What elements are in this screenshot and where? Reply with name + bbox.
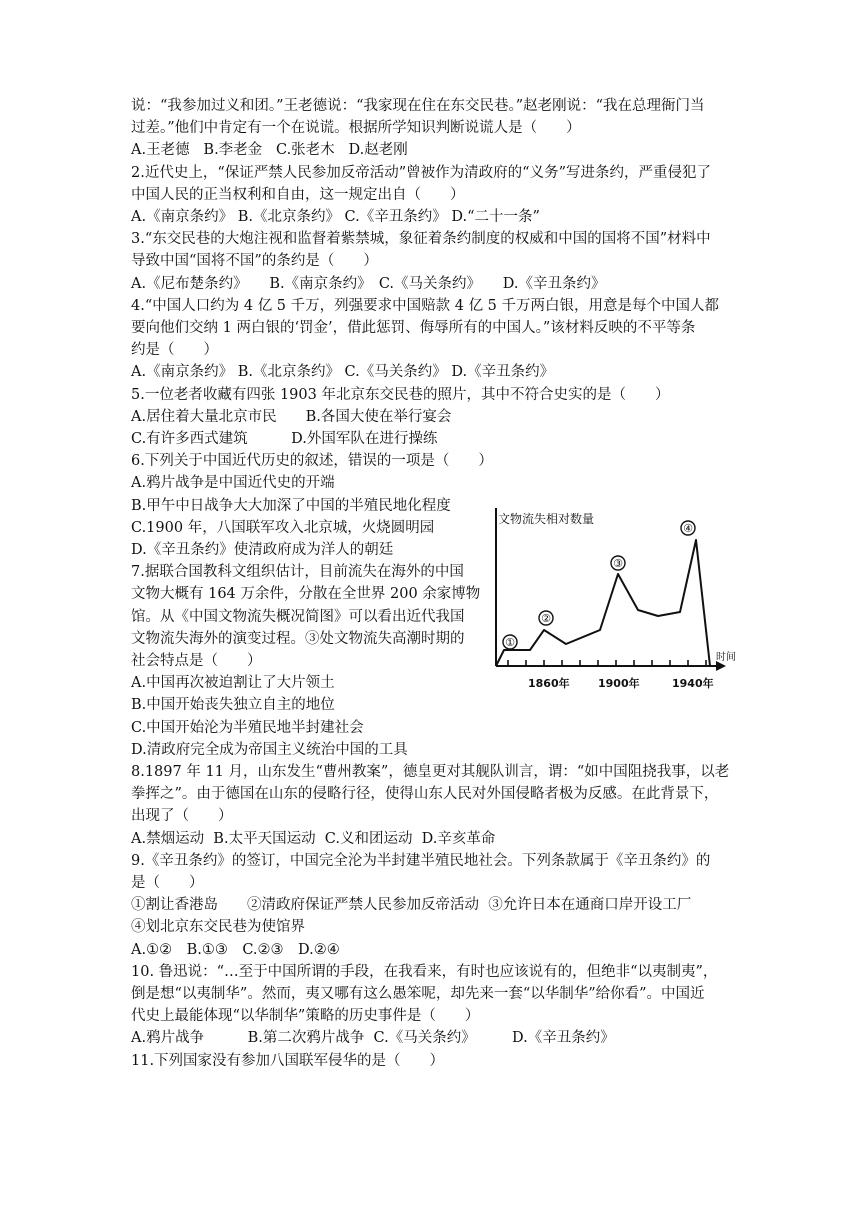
text-line — [131, 917, 305, 938]
marker-2: ② — [541, 612, 551, 625]
text-line-content: 4.“中国人口约为 4 亿 5 千万，列强要求中国赔款 4 亿 5 千万两白银，用意是每个中国人都 — [131, 297, 720, 314]
text-line-content: C.1900 年，八国联军攻入北京城，火烧圆明园 — [131, 519, 435, 536]
text-line-content: A.鸦片战争 B.第二次鸦片战争 C.《马关条约》 D.《辛丑条约》 — [131, 1030, 615, 1047]
text-line-content: ④划北京东交民巷为使馆界 — [131, 919, 305, 936]
text-line — [131, 429, 437, 450]
text-line-content: A.王老德 B.李老金 C.张老木 D.赵老刚 — [131, 142, 408, 159]
text-line — [131, 962, 717, 983]
text-line — [131, 540, 393, 561]
text-line-content: 9.《辛丑条约》的签订，中国完全沦为半封建半殖民地社会。下列条款属于《辛丑条约》的 — [131, 852, 711, 869]
x-tick-1860: 1860年 — [528, 677, 570, 690]
text-line-content: 3.“东交民巷的大炮注视和监督着紫禁城，象征着条约制度的权威和中国的国将不国”材料中 — [131, 231, 711, 248]
text-line-content: 代史上最能体现“以华制华”策略的历史事件是（ ） — [131, 1008, 480, 1025]
text-line — [131, 695, 335, 716]
marker-4: ④ — [683, 522, 693, 535]
text-line — [131, 940, 340, 961]
text-line-content: A.《南京条约》 B.《北京条约》 C.《辛丑条约》 D.“二十一条” — [131, 209, 540, 225]
text-line-content: A.中国再次被迫割让了大片领土 — [131, 675, 335, 692]
text-line — [131, 806, 233, 827]
chart-y-label: 文物流失相对数量 — [498, 512, 595, 526]
text-line-content: A.禁烟运动 B.太平天国运动 C.义和团运动 D.辛亥革命 — [131, 830, 496, 847]
text-line — [131, 229, 711, 250]
text-line — [131, 673, 335, 694]
text-line-content: 文物大概有 164 万余件，分散在全世界 200 余家博物 — [131, 586, 481, 603]
text-line-content: 导致中国“国将不国”的条约是（ ） — [131, 253, 378, 270]
cultural-relics-loss-chart — [490, 500, 750, 695]
text-line — [131, 873, 204, 894]
text-line — [131, 718, 364, 739]
text-line — [131, 473, 335, 494]
text-line-content: A.鸦片战争是中国近代史的开端 — [131, 475, 335, 492]
text-line — [131, 607, 465, 628]
text-line — [131, 651, 262, 672]
text-line — [131, 296, 719, 317]
text-line-content: 7.据联合国教科文组织估计，目前流失在海外的中国 — [131, 564, 464, 581]
text-line — [131, 895, 691, 916]
text-line-content: A.居住着大量北京市民 B.各国大使在举行宴会 — [131, 408, 452, 425]
text-line — [131, 274, 606, 295]
text-line — [131, 762, 729, 783]
text-line-content: C.中国开始沦为半殖民地半封建社会 — [131, 719, 364, 736]
text-line — [131, 251, 378, 272]
text-line-content: 过差。”他们中肯定有一个在说谎。根据所学知识判断说谎人是（ ） — [131, 120, 581, 137]
text-line-content: B.甲午中日战争大大加深了中国的半殖民地化程度 — [131, 497, 451, 514]
text-line-content: 10. 鲁迅说：“…至于中国所谓的手段，在我看来，有时也应该说有的，但绝非“以夷制夷”， — [131, 963, 718, 980]
loss-trend-line — [496, 540, 710, 666]
text-line — [131, 385, 669, 406]
text-line-content: 馆。从《中国文物流失概况简图》可以看出近代我国 — [131, 608, 465, 625]
marker-3: ③ — [613, 557, 623, 570]
text-line — [131, 1028, 615, 1049]
text-line — [131, 340, 218, 361]
text-line-content: 文物流失海外的演变过程。③处文物流失高潮时期的 — [131, 630, 465, 647]
text-line — [131, 629, 465, 650]
text-line-content: 中国人民的正当权利和自由，这一规定出自（ ） — [131, 186, 465, 203]
text-line-content: 约是（ ） — [131, 342, 218, 359]
text-line — [131, 163, 711, 184]
text-line-content: 5.一位老者收藏有四张 1903 年北京东交民巷的照片，其中不符合史实的是（ ） — [131, 386, 670, 403]
text-line — [131, 318, 695, 339]
text-line-content: ①割让香港岛 ②清政府保证严禁人民参加反帝活动 ③允许日本在通商口岸开设工厂 — [131, 897, 692, 914]
text-line-content: 拳挥之”。由于德国在山东的侵略行径，使得山东人民对外国侵略者极为反感。在此背景下， — [131, 786, 719, 803]
text-line-content: A.①② B.①③ C.②③ D.②④ — [131, 941, 340, 958]
chart-x-label: 时间 — [716, 652, 736, 663]
text-line — [131, 496, 451, 517]
text-line — [131, 784, 718, 805]
text-line — [131, 407, 451, 428]
text-line-content: 社会特点是（ ） — [131, 653, 262, 669]
text-line-content: 6.下列关于中国近代历史的叙述，错误的一项是（ ） — [131, 453, 493, 470]
text-line-content: 8.1897 年 11 月，山东发生“曹州教案”，德皇更对其舰队训言，谓：“如中国阻挠我事，以老 — [131, 764, 730, 780]
text-line-content: 说：“我参加过义和团。”王老德说：“我家现在住在东交民巷。”赵老刚说：“我在总理衙门当 — [131, 98, 705, 114]
text-line — [131, 984, 705, 1005]
text-line — [131, 829, 495, 850]
text-line-content: 倒是想“以夷制华”。然而，夷又哪有这么愚笨呢，却先来一套“以华制华”给你看”。中国近 — [131, 986, 705, 1002]
text-line-content: 11.下列国家没有参加八国联军侵华的是（ ） — [131, 1052, 445, 1069]
text-line-content: 是（ ） — [131, 875, 204, 891]
text-line — [131, 1006, 479, 1027]
x-tick-1900: 1900年 — [598, 677, 640, 690]
marker-1: ① — [505, 636, 515, 649]
text-line — [131, 851, 710, 872]
text-line-content: B.中国开始丧失独立自主的地位 — [131, 697, 335, 714]
text-line-content: D.清政府完全成为帝国主义统治中国的工具 — [131, 741, 408, 758]
text-line — [131, 584, 480, 605]
text-line-content: 出现了（ ） — [131, 808, 233, 825]
text-line — [131, 118, 581, 139]
text-line — [131, 96, 705, 117]
text-line-content: A.《南京条约》 B.《北京条约》 C.《马关条约》 D.《辛丑条约》 — [131, 364, 555, 381]
text-line-content: 要向他们交纳 1 两白银的‘罚金’，借此惩罚、侮辱所有的中国人。”该材料反映的不平等条 — [131, 320, 696, 336]
text-line — [131, 518, 434, 539]
x-tick-1940: 1940年 — [672, 677, 714, 690]
text-line — [131, 140, 408, 161]
text-line — [131, 740, 408, 761]
text-line — [131, 362, 554, 383]
text-line-content: D.《辛丑条约》使清政府成为洋人的朝廷 — [131, 542, 394, 558]
text-line — [131, 562, 464, 583]
text-line — [131, 207, 540, 228]
text-line-content: 2.近代史上，“保证严禁人民参加反帝活动”曾被作为清政府的“义务”写进条约，严重侵犯了 — [131, 164, 711, 181]
text-line — [131, 185, 465, 206]
text-line — [131, 451, 493, 472]
text-line — [131, 1051, 444, 1072]
text-line-content: C.有许多西式建筑 D.外国军队在进行操练 — [131, 431, 438, 447]
text-line-content: A.《尼布楚条约》 B.《南京条约》 C.《马关条约》 D.《辛丑条约》 — [131, 275, 606, 292]
